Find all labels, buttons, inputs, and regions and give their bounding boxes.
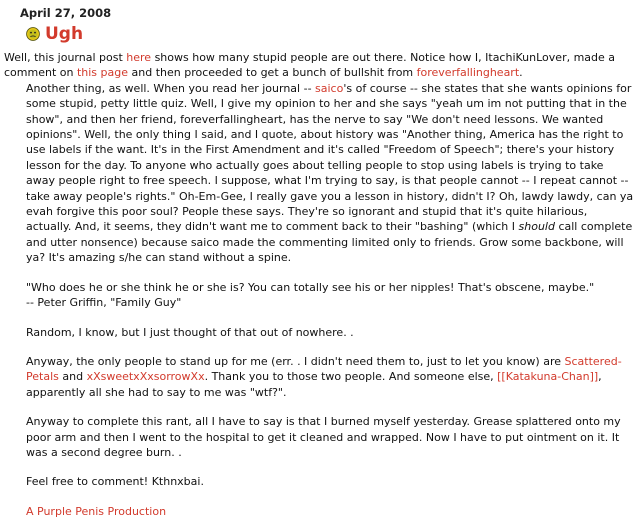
text-run: shows how many stupid people are out there. Notice how I, ItachiKunLover, made a comment on — [4, 51, 616, 80]
entry-title: Ugh — [45, 24, 84, 44]
katakuna-chan-link[interactable]: [[Katakuna-Chan]] — [497, 370, 599, 384]
quote — [26, 280, 634, 311]
entry-date: April 27, 2008 — [20, 6, 112, 20]
text-run: and — [58, 370, 87, 384]
xxsweetxxxsorrowxx-link[interactable]: xXsweetxXxsorrowXx — [86, 370, 205, 384]
paragraph-7: Feel free to comment! Kthnxbai. — [26, 475, 204, 489]
saico-link[interactable]: saico — [315, 81, 344, 95]
text-run: . Thank you to those two people. And someone else, — [204, 370, 498, 384]
here-link[interactable]: here — [126, 51, 152, 64]
paragraph-5 — [26, 354, 634, 400]
entry-header — [26, 24, 83, 44]
text-run: call complete and utter nonsence) because saico made the commenting limited only to friends. Grow some backbone, will ya? It's amazing s/he can stand without a spine. — [26, 220, 633, 265]
paragraph-6: Anyway to complete this rant, all I have to say is that I burned myself yesterday. Grease splattered onto my poor arm and then I went to the hospital to get it cleaned and wrapped. Now I have to put ointment on it. It was a second degree burn. . — [26, 415, 621, 459]
paragraph-2 — [26, 81, 634, 266]
text-run: Anyway, the only people to stand up for me (err. . I didn't need them to, just to let you know) are — [26, 354, 565, 368]
text-run: Another thing, as well. When you read her journal -- — [26, 81, 316, 95]
signature — [26, 504, 634, 519]
text-run: Well, this journal post — [4, 51, 127, 64]
emphasis-should: should — [518, 220, 555, 234]
text-run: 's of course -- she states that she wants opinions for some stupid, petty little quiz. Well, I give my opinion to her and she says "yeah um im not putting that in the show", and then her friend, foreverfallingheart, has the nerve to say "We don't need lessons. We wanted opinions". Well, the only thing I said, and I quote, about history was "Another thing, America has the right to use labels if the want. It's in the First Amendment and it's called "Freedom of Speech"; there's your history lesson for the day. To anyone who actually goes about telling people to stop using labels is trying to take away people right to free speech. I suppose, what I'm trying to say, is that people cannot -- I repeat cannot -- take away people's rights." Oh-Em-Gee, I really gave you a lesson in history, didn't I? Oh, lawdy lawdy, can ya evah forgive this poor soul? People these says. They're so ignorant and stupid that it's quite hilarious, actually. And, it seems, they didn't want me to comment back to their "bashing" (which I — [26, 81, 634, 234]
text-run: . — [519, 66, 523, 80]
this-page-link[interactable]: this page — [76, 66, 129, 80]
smiley-sick-icon — [26, 27, 40, 41]
quote-text: "Who does he or she think he or she is? You can totally see his or her nipples! That's obscene, maybe." — [26, 280, 595, 294]
paragraph-1 — [4, 50, 634, 81]
entry-body — [4, 50, 634, 519]
signature-link[interactable]: A Purple Penis Production — [26, 504, 167, 518]
paragraph-4: Random, I know, but I just thought of that out of nowhere. . — [26, 325, 354, 339]
text-run: , apparently all she had to say to me was "wtf?". — [26, 370, 602, 399]
foreverfallingheart-link[interactable]: foreverfallingheart — [416, 66, 520, 80]
quote-attribution: -- Peter Griffin, "Family Guy" — [26, 296, 182, 310]
text-run: and then proceeded to get a bunch of bullshit from — [128, 66, 417, 80]
indented-body — [4, 81, 634, 519]
scattered-petals-link[interactable]: Scattered-Petals — [26, 354, 622, 384]
